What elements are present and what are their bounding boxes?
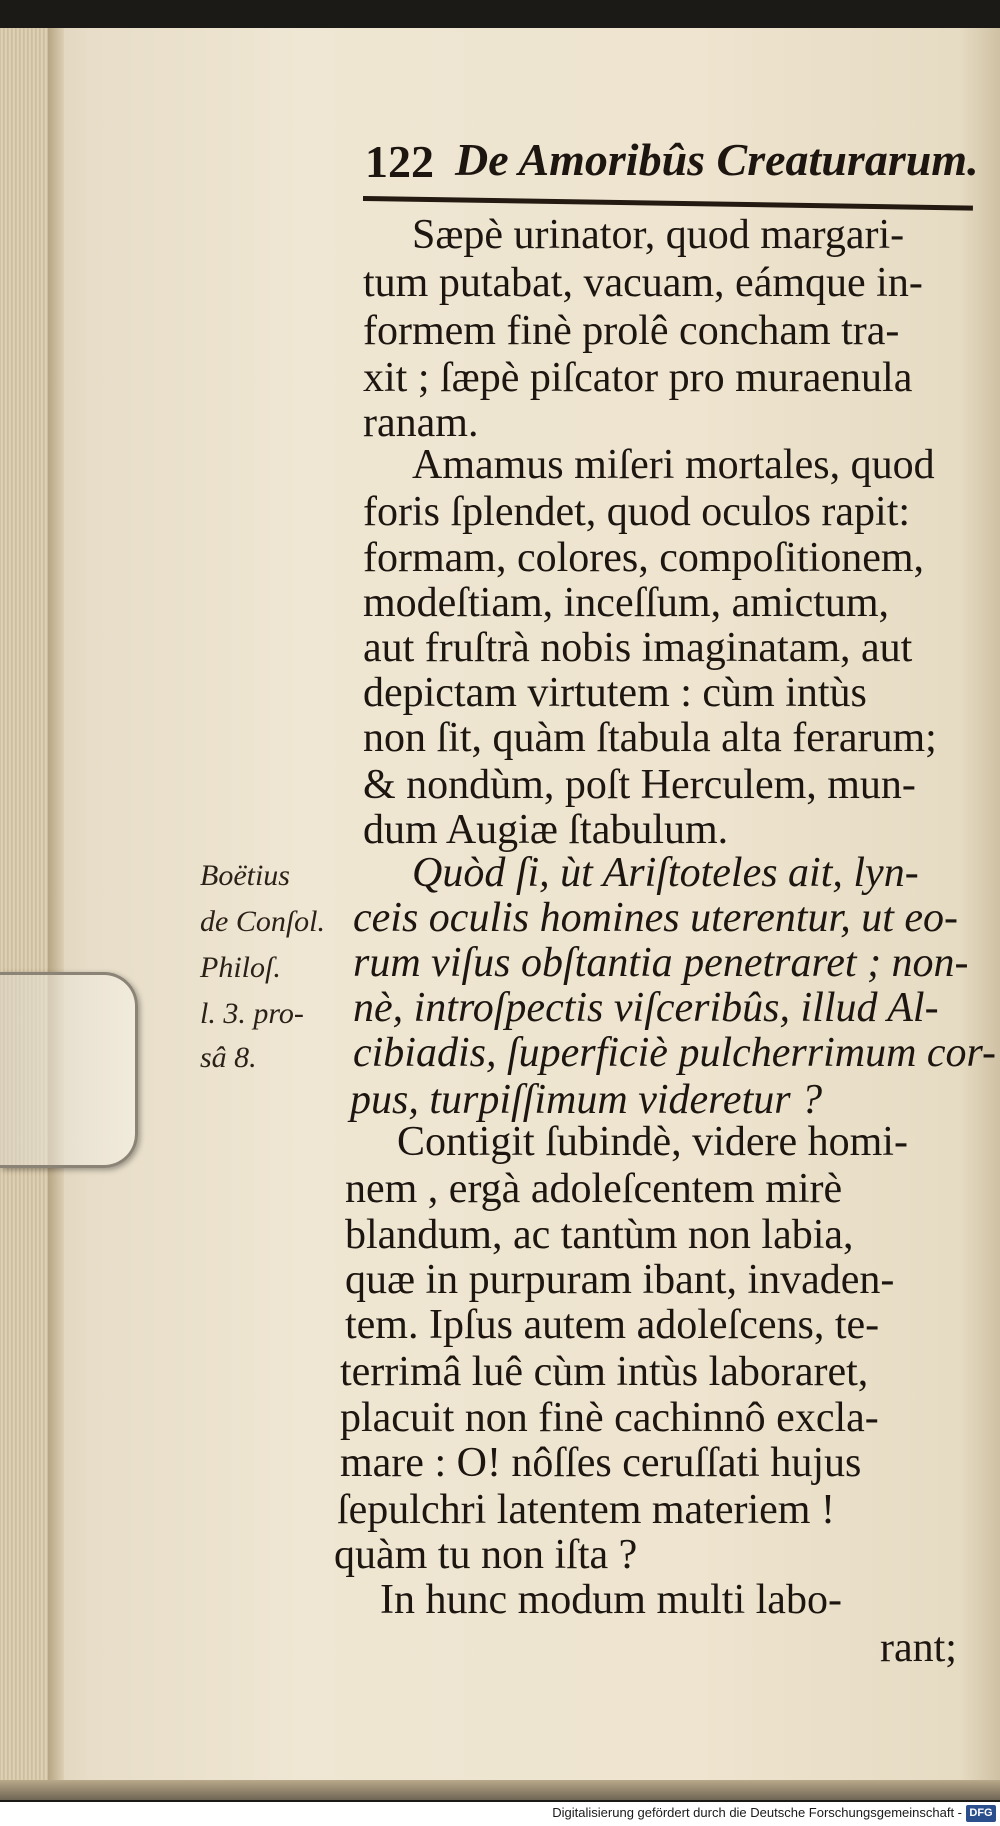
marginal-note-line: de Conſol. [200, 905, 325, 938]
text-line: ranam. [363, 400, 479, 446]
text-line: ſepulchri latentem materiem ! [337, 1487, 835, 1533]
text-line: In hunc modum multi labo- [380, 1577, 842, 1623]
page-clip [0, 972, 138, 1168]
text-line: pus, turpiſſimum videretur ? [350, 1077, 823, 1123]
text-line: formam, colores, compoſitionem, [363, 535, 925, 581]
text-line: ceis oculis homines uterentur, ut eo- [353, 895, 959, 941]
text-line: placuit non finè cachinnô excla- [340, 1395, 879, 1441]
marginal-note-line: Philoſ. [200, 951, 281, 984]
text-line: xit ; ſæpè piſcator pro muraenula [363, 355, 913, 401]
text-line: dum Augiæ ſtabulum. [363, 807, 729, 853]
text-line: modeſtiam, inceſſum, amictum, [363, 580, 890, 626]
text-line: tem. Ipſus autem adoleſcens, te- [345, 1302, 880, 1348]
page-binding [48, 28, 64, 1798]
text-line: Amamus miſeri mortales, quod [412, 442, 935, 488]
text-line: foris ſplendet, quod oculos rapit: [363, 489, 911, 535]
text-line: rant; [880, 1625, 957, 1671]
text-line: rum viſus obſtantia penetraret ; non- [353, 940, 969, 986]
text-line: aut fruſtrà nobis imaginatam, aut [363, 625, 913, 671]
page-bottom-edge [0, 1780, 1000, 1800]
page-number: 122 [365, 136, 434, 187]
dfg-logo-icon: DFG [966, 1805, 996, 1822]
text-line: quàm tu non iſta ? [334, 1532, 638, 1578]
text-line: Quòd ſi, ùt Ariſtoteles ait, lyn- [412, 850, 919, 896]
credit-text: Digitalisierung gefördert durch die Deutsche Forschungsgemeinschaft - [552, 1805, 962, 1820]
text-line: mare : O! nôſſes ceruſſati hujus [340, 1440, 862, 1486]
text-line: formem finè prolê concham tra- [363, 308, 900, 354]
text-line: quæ in purpuram ibant, invaden- [345, 1257, 895, 1303]
text-line: Sæpè urinator, quod margari- [412, 212, 905, 258]
text-line: blandum, ac tantùm non labia, [345, 1212, 854, 1258]
digitization-credit-bar [0, 1802, 1000, 1826]
text-line: & nondùm, poſt Herculem, mun- [363, 762, 916, 808]
text-line: nem , ergà adoleſcentem mirè [345, 1166, 843, 1212]
text-line: cibiadis, ſuperficiè pulcherrimum cor- [353, 1030, 997, 1076]
text-line: terrimâ luê cùm intùs laboraret, [340, 1349, 869, 1395]
marginal-note-line: l. 3. pro- [200, 997, 304, 1030]
text-line: nè, introſpectis viſceribûs, illud Al- [353, 985, 939, 1031]
text-line: depictam virtutem : cùm intùs [363, 670, 867, 716]
marginal-note-line: sâ 8. [200, 1041, 257, 1074]
text-line: tum putabat, vacuam, eámque in- [363, 260, 923, 306]
text-line: Contigit ſubindè, videre homi- [397, 1119, 908, 1165]
marginal-note-line: Boëtius [200, 859, 290, 892]
text-line: non ſit, quàm ſtabula alta ferarum; [363, 715, 937, 761]
running-title: De Amoribûs Creaturarum. [455, 134, 979, 185]
page-edges [0, 28, 50, 1798]
